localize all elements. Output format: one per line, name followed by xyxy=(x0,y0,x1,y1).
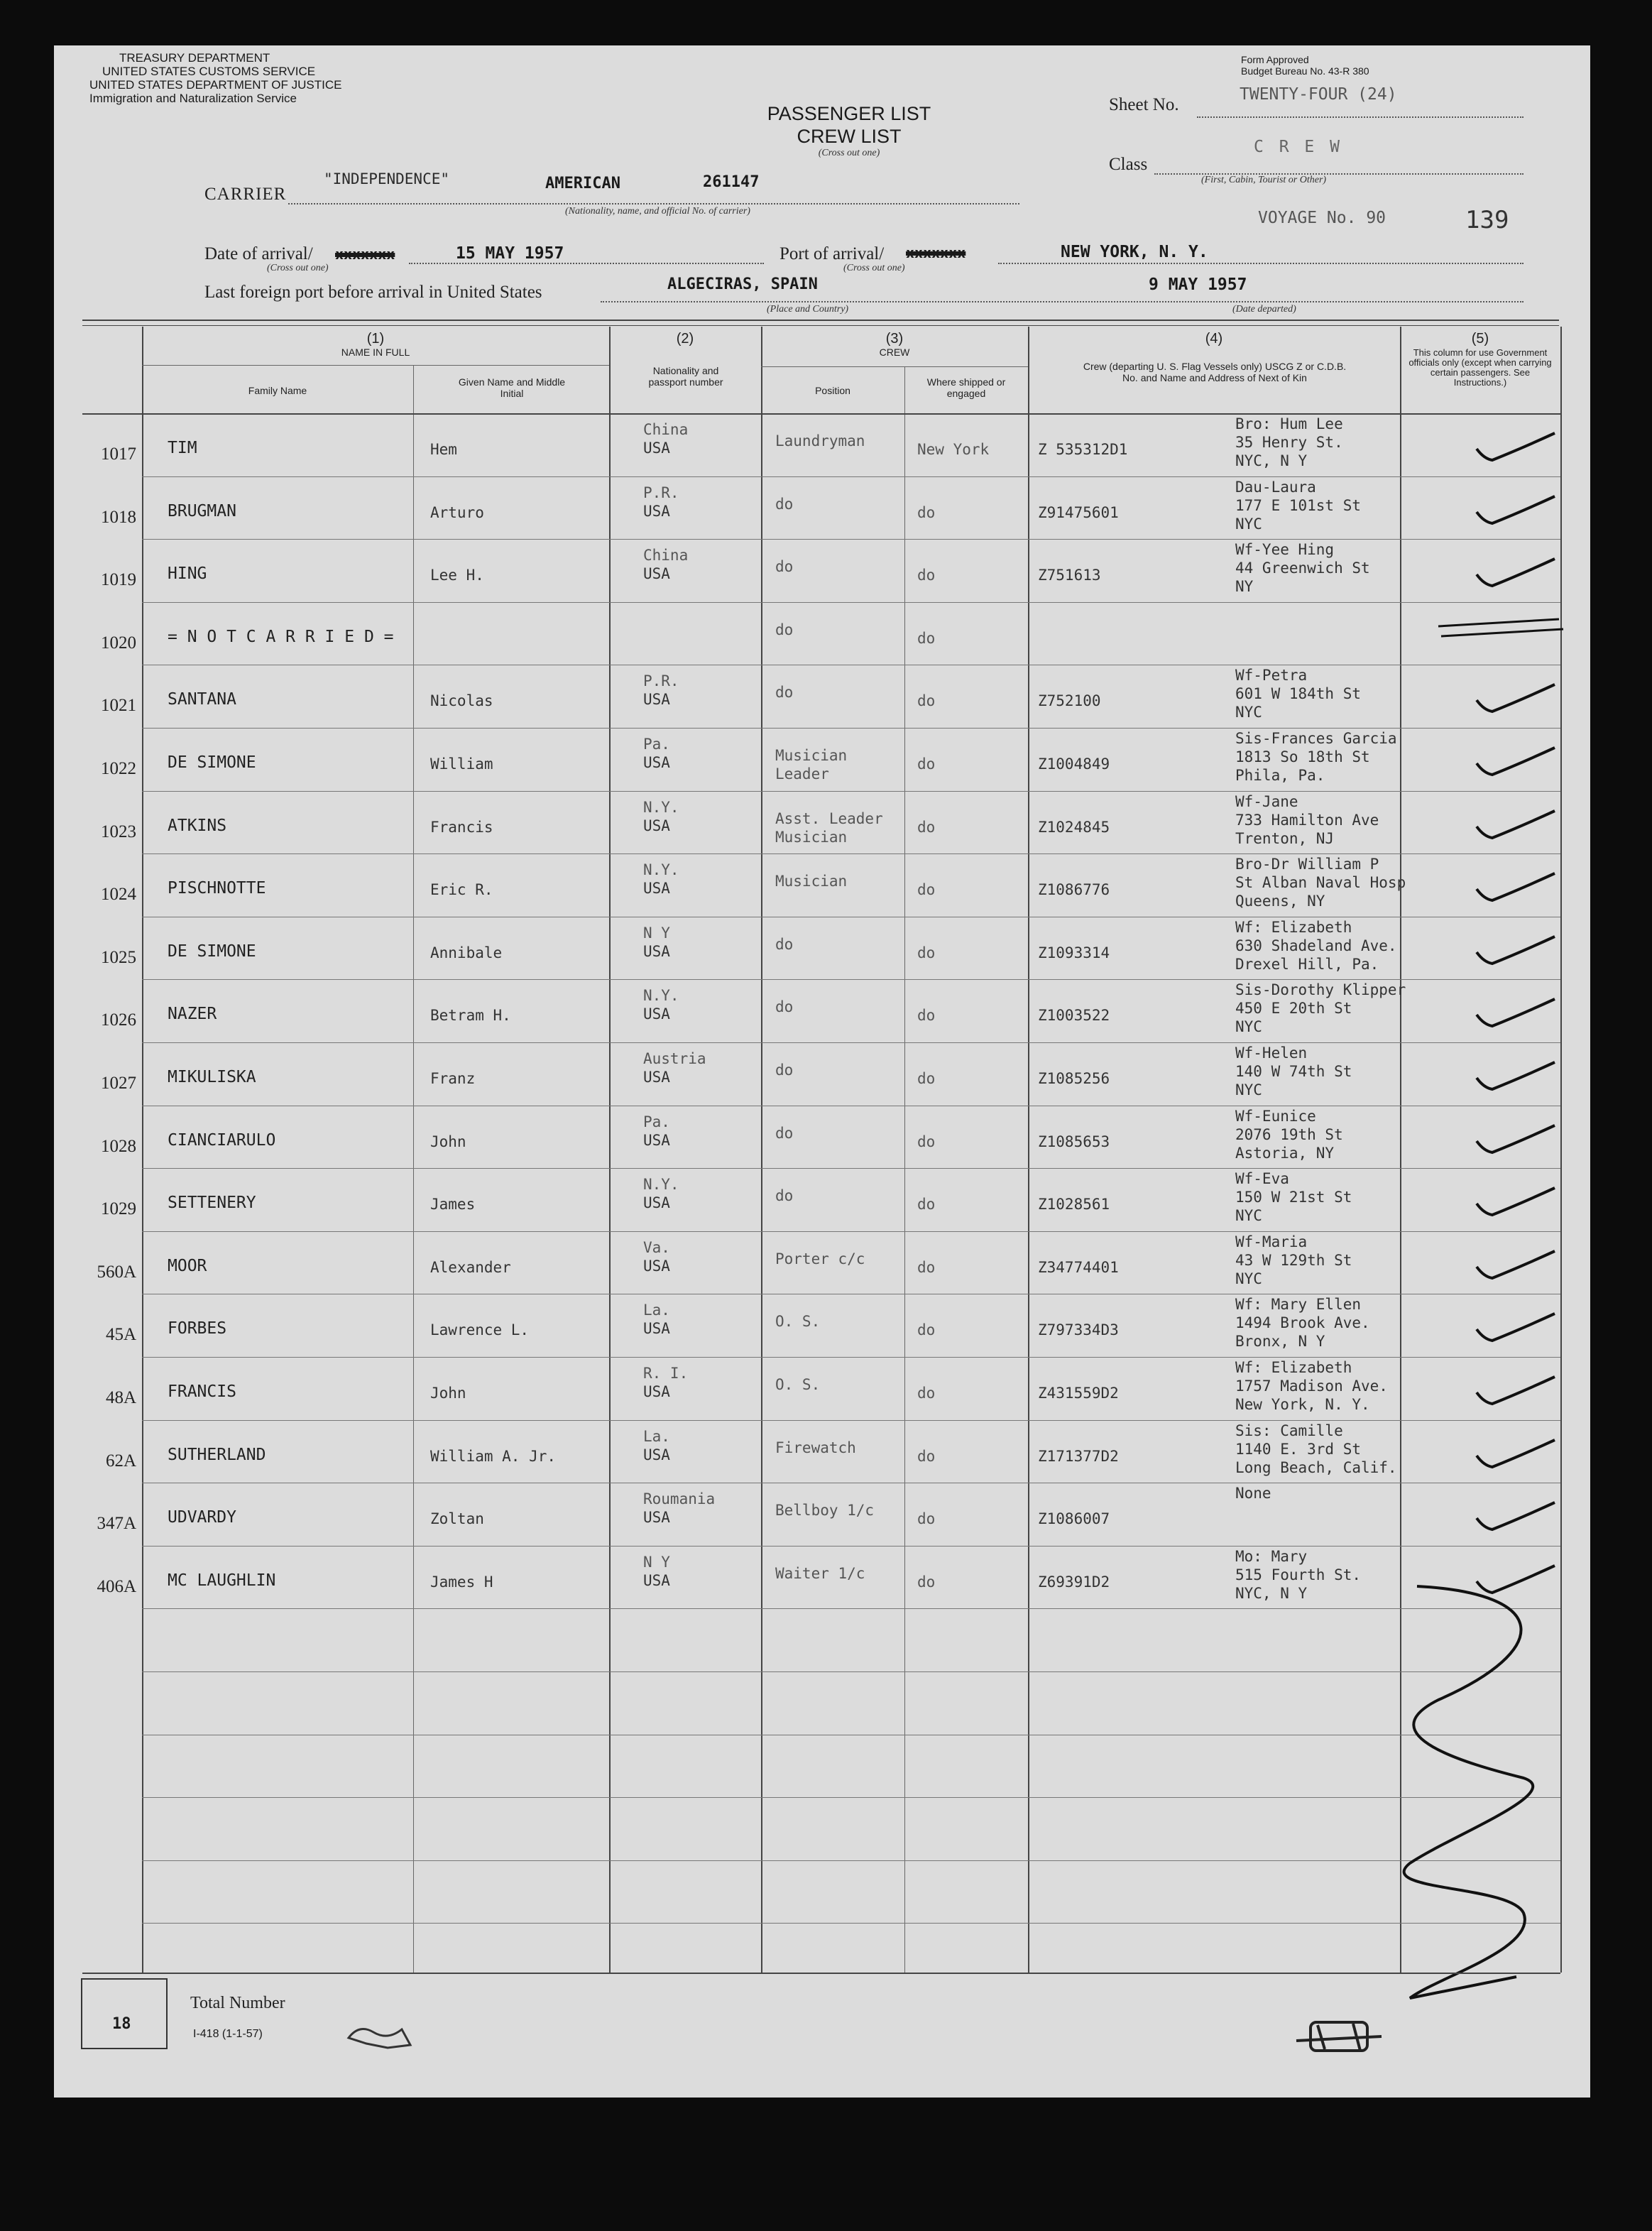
nationality-line: USA xyxy=(643,691,670,708)
check-mark-icon xyxy=(1471,931,1563,973)
check-mark-icon xyxy=(1471,553,1563,596)
nationality-line: Va. xyxy=(643,1239,670,1256)
next-of-kin-line: 601 W 184th St xyxy=(1235,685,1362,702)
next-of-kin-line: 44 Greenwich St xyxy=(1235,560,1370,577)
given-name: Franz xyxy=(430,1070,476,1087)
z-number: Z1085256 xyxy=(1038,1070,1110,1087)
nationality-line: USA xyxy=(643,1132,670,1149)
col-number: (5) xyxy=(1471,331,1489,347)
where-shipped: do xyxy=(917,630,936,647)
z-number: Z1086776 xyxy=(1038,881,1110,898)
form-approved xyxy=(1241,54,1369,77)
next-of-kin-line: NYC xyxy=(1235,1081,1262,1098)
nationality-line: Roumania xyxy=(643,1490,716,1507)
nationality-line: USA xyxy=(643,754,670,771)
nationality-line: N Y xyxy=(643,1554,670,1571)
class-value: C R E W xyxy=(1254,138,1342,156)
next-of-kin-line: Mo: Mary xyxy=(1235,1548,1308,1565)
position: do xyxy=(775,558,794,575)
nationality-line: China xyxy=(643,421,689,438)
family-name: DE SIMONE xyxy=(168,753,256,772)
where-shipped: do xyxy=(917,1196,936,1213)
next-of-kin-line: Drexel Hill, Pa. xyxy=(1235,956,1379,973)
nationality-line: USA xyxy=(643,1383,670,1400)
nationality-line: R. I. xyxy=(643,1365,689,1382)
given-name: Francis xyxy=(430,819,493,836)
check-mark-icon xyxy=(1471,491,1563,533)
total-label: Total Number xyxy=(190,1994,285,2012)
col-subtitle: CREW xyxy=(879,347,910,358)
next-of-kin-line: New York, N. Y. xyxy=(1235,1396,1370,1413)
next-of-kin-line: Queens, NY xyxy=(1235,893,1325,910)
position: O. S. xyxy=(775,1376,821,1393)
given-name: Lawrence L. xyxy=(430,1321,530,1338)
nationality-line: China xyxy=(643,547,689,564)
z-number: Z 535312D1 xyxy=(1038,441,1128,458)
z-number: Z752100 xyxy=(1038,692,1101,709)
nationality-line: USA xyxy=(643,1572,670,1589)
position: do xyxy=(775,936,794,953)
given-name-header: Given Name and Middle Initial xyxy=(458,376,566,399)
given-name: Nicolas xyxy=(430,692,493,709)
next-of-kin-line: 515 Fourth St. xyxy=(1235,1566,1362,1583)
nationality-line: USA xyxy=(643,817,670,834)
next-of-kin-line: 1757 Madison Ave. xyxy=(1235,1378,1388,1395)
where-shipped: do xyxy=(917,756,936,773)
row-number: 1017 xyxy=(101,444,136,464)
family-name: SUTHERLAND xyxy=(168,1446,266,1464)
port-arrival-struck: xxxxxxx xyxy=(906,244,966,261)
position-header: Position xyxy=(815,385,850,396)
col-number: (1) xyxy=(366,331,385,347)
next-of-kin-line: Sis: Camille xyxy=(1235,1422,1343,1439)
given-name: Hem xyxy=(430,441,457,458)
title-block xyxy=(714,102,984,159)
next-of-kin-line: Wf: Elizabeth xyxy=(1235,919,1352,936)
col3-header xyxy=(761,331,1028,358)
position: do xyxy=(775,1125,794,1142)
last-port-label: Last foreign port before arrival in United States xyxy=(204,283,542,302)
crew-info-header: Crew (departing U. S. Flag Vessels only) USCG Z or C.D.B. No. and Name and Address of Next of Kin xyxy=(1083,361,1347,383)
nationality-line: USA xyxy=(643,1069,670,1086)
z-number: Z1086007 xyxy=(1038,1510,1110,1527)
department-block xyxy=(82,51,341,105)
where-shipped: do xyxy=(917,819,936,836)
z-number: Z1024845 xyxy=(1038,819,1110,836)
family-name: MIKULISKA xyxy=(168,1068,256,1086)
next-of-kin-line: 140 W 74th St xyxy=(1235,1063,1352,1080)
given-name: Betram H. xyxy=(430,1007,511,1024)
not-carried-strike-marks xyxy=(1431,606,1573,649)
next-of-kin-line: None xyxy=(1235,1485,1271,1502)
row-number: 1025 xyxy=(101,948,136,967)
position: do xyxy=(775,621,794,638)
next-of-kin-line: Wf-Eunice xyxy=(1235,1108,1316,1125)
given-name: Zoltan xyxy=(430,1510,484,1527)
z-number: Z171377D2 xyxy=(1038,1448,1119,1465)
family-name: FRANCIS xyxy=(168,1382,236,1401)
row-number: 1024 xyxy=(101,885,136,904)
check-mark-icon xyxy=(1471,1182,1563,1225)
row-number: 1019 xyxy=(101,570,136,589)
given-name: Lee H. xyxy=(430,567,484,584)
z-number: Z1085653 xyxy=(1038,1133,1110,1150)
stamp-mark xyxy=(1289,2012,1389,2062)
where-shipped: do xyxy=(917,1448,936,1465)
form-approved-line: Form Approved xyxy=(1241,54,1309,65)
position: Waiter 1/c xyxy=(775,1565,865,1582)
nationality-line: USA xyxy=(643,943,670,960)
dept-line: TREASURY DEPARTMENT xyxy=(119,51,270,65)
family-name: MC LAUGHLIN xyxy=(168,1571,276,1590)
where-shipped: do xyxy=(917,944,936,961)
nationality-line: Austria xyxy=(643,1050,706,1067)
position: do xyxy=(775,998,794,1015)
position: do xyxy=(775,1062,794,1079)
row-number: 406A xyxy=(97,1577,136,1596)
class-hint: (First, Cabin, Tourist or Other) xyxy=(1201,175,1327,185)
next-of-kin-line: Astoria, NY xyxy=(1235,1145,1335,1162)
voyage-number: VOYAGE No. 90 xyxy=(1258,209,1386,227)
title-passenger: PASSENGER LIST xyxy=(767,103,931,124)
check-mark-icon xyxy=(1471,427,1563,470)
row-number: 1018 xyxy=(101,508,136,527)
z-number: Z69391D2 xyxy=(1038,1573,1110,1591)
next-of-kin-line: Bronx, N Y xyxy=(1235,1333,1325,1350)
next-of-kin-line: 177 E 101st St xyxy=(1235,497,1362,514)
next-of-kin-line: 1494 Brook Ave. xyxy=(1235,1314,1370,1331)
col2-header xyxy=(609,331,761,347)
nationality-line: N.Y. xyxy=(643,799,679,816)
next-of-kin-line: NYC, N Y xyxy=(1235,1585,1308,1602)
check-mark-icon xyxy=(1471,1120,1563,1162)
dept-line: Immigration and Naturalization Service xyxy=(89,92,297,105)
next-of-kin-line: Trenton, NJ xyxy=(1235,830,1335,847)
nationality-line: USA xyxy=(643,565,670,582)
check-mark-icon xyxy=(1471,868,1563,910)
col-number: (4) xyxy=(1205,331,1223,347)
date-departed-value: 9 MAY 1957 xyxy=(1149,276,1247,294)
nationality-line: Pa. xyxy=(643,736,670,753)
class-label: Class xyxy=(1109,155,1148,174)
col4-header xyxy=(1028,331,1400,347)
given-name: John xyxy=(430,1133,466,1150)
date-arrival-struck: xxxxxxx xyxy=(335,246,395,263)
position: O. S. xyxy=(775,1313,821,1330)
last-port-value: ALGECIRAS, SPAIN xyxy=(667,276,818,293)
family-name: BRUGMAN xyxy=(168,502,236,520)
row-number: 1021 xyxy=(101,696,136,715)
family-name-header: Family Name xyxy=(248,385,307,396)
family-name: HING xyxy=(168,564,207,583)
next-of-kin-line: Bro: Hum Lee xyxy=(1235,415,1343,432)
given-name: William A. Jr. xyxy=(430,1448,557,1465)
row-number: 1026 xyxy=(101,1010,136,1030)
next-of-kin-line: NY xyxy=(1235,578,1254,595)
position: Bellboy 1/c xyxy=(775,1502,875,1519)
next-of-kin-line: NYC xyxy=(1235,1207,1262,1224)
nationality-line: P.R. xyxy=(643,672,679,689)
family-name: DE SIMONE xyxy=(168,942,256,961)
row-number: 1020 xyxy=(101,633,136,653)
where-shipped: do xyxy=(917,1321,936,1338)
nationality-line: P.R. xyxy=(643,484,679,501)
where-shipped: do xyxy=(917,1385,936,1402)
carrier-number: 261147 xyxy=(703,173,760,191)
family-name: MOOR xyxy=(168,1257,207,1275)
next-of-kin-line: Wf-Eva xyxy=(1235,1170,1289,1187)
date-arrival-label: Date of arrival/ xyxy=(204,244,313,263)
family-name: PISCHNOTTE xyxy=(168,879,266,898)
nationality-header: Nationality and passport number xyxy=(648,365,723,388)
next-of-kin-line: St Alban Naval Hosp xyxy=(1235,874,1406,891)
where-shipped: do xyxy=(917,1133,936,1150)
next-of-kin-line: Bro-Dr William P xyxy=(1235,856,1379,873)
nationality-line: USA xyxy=(643,1446,670,1463)
row-number: 560A xyxy=(97,1262,136,1282)
port-arrival-label: Port of arrival/ xyxy=(779,244,885,263)
next-of-kin-line: Wf: Mary Ellen xyxy=(1235,1296,1362,1313)
family-name: TIM xyxy=(168,439,197,457)
nationality-line: USA xyxy=(643,503,670,520)
row-number: 347A xyxy=(97,1514,136,1533)
z-number: Z797334D3 xyxy=(1038,1321,1119,1338)
carrier-hint: (Nationality, name, and official No. of carrier) xyxy=(565,206,750,217)
col-subtitle: NAME IN FULL xyxy=(341,347,410,358)
row-number: 1022 xyxy=(101,759,136,778)
where-shipped: do xyxy=(917,1510,936,1527)
nationality-line: USA xyxy=(643,1509,670,1526)
position: Porter c/c xyxy=(775,1250,865,1267)
position: Laundryman xyxy=(775,432,865,449)
family-name: = N O T C A R R I E D = xyxy=(168,628,394,646)
z-number: Z751613 xyxy=(1038,567,1101,584)
next-of-kin-line: 2076 19th St xyxy=(1235,1126,1343,1143)
nationality-line: USA xyxy=(643,1320,670,1337)
next-of-kin-line: 1140 E. 3rd St xyxy=(1235,1441,1362,1458)
nationality-line: La. xyxy=(643,1428,670,1445)
col-number: (3) xyxy=(885,331,904,347)
next-of-kin-line: 630 Shadeland Ave. xyxy=(1235,937,1397,954)
check-mark-icon xyxy=(1471,679,1563,721)
next-of-kin-line: Sis-Dorothy Klipper xyxy=(1235,981,1406,998)
next-of-kin-line: Phila, Pa. xyxy=(1235,767,1325,784)
z-number: Z1004849 xyxy=(1038,756,1110,773)
family-name: CIANCIARULO xyxy=(168,1131,276,1150)
form-approved-line: Budget Bureau No. 43-R 380 xyxy=(1241,65,1369,77)
next-of-kin-line: Wf-Maria xyxy=(1235,1233,1308,1250)
next-of-kin-line: 150 W 21st St xyxy=(1235,1189,1352,1206)
date-departed-hint: (Date departed) xyxy=(1232,304,1296,315)
next-of-kin-line: 43 W 129th St xyxy=(1235,1252,1352,1269)
row-number: 62A xyxy=(105,1451,136,1471)
gov-use-header: This column for use Government officials only (except when carrying certain passengers. See Instructions.) xyxy=(1408,347,1552,388)
z-number: Z91475601 xyxy=(1038,504,1119,521)
row-number: 45A xyxy=(105,1325,136,1344)
given-name: Annibale xyxy=(430,944,503,961)
next-of-kin-line: 35 Henry St. xyxy=(1235,434,1343,451)
position: Musician xyxy=(775,873,848,890)
z-number: Z1093314 xyxy=(1038,944,1110,961)
check-mark-icon xyxy=(1471,1497,1563,1539)
nationality-line: USA xyxy=(643,440,670,457)
given-name: Eric R. xyxy=(430,881,493,898)
nationality-line: USA xyxy=(643,880,670,897)
position: Firewatch xyxy=(775,1439,856,1456)
given-name: William xyxy=(430,756,493,773)
check-mark-icon xyxy=(1471,1371,1563,1414)
carrier-name: "INDEPENDENCE" xyxy=(324,170,450,187)
check-mark-icon xyxy=(1471,805,1563,848)
position: do xyxy=(775,496,794,513)
nationality-line: N.Y. xyxy=(643,987,679,1004)
z-number: Z34774401 xyxy=(1038,1259,1119,1276)
where-shipped-header: Where shipped or engaged xyxy=(926,376,1006,399)
next-of-kin-line: Wf-Jane xyxy=(1235,793,1298,810)
check-mark-icon xyxy=(1471,993,1563,1036)
nationality-line: N.Y. xyxy=(643,1176,679,1193)
position: Asst. Leader Musician xyxy=(775,810,883,846)
where-shipped: do xyxy=(917,567,936,584)
dept-line: UNITED STATES CUSTOMS SERVICE xyxy=(102,65,316,78)
check-mark-icon xyxy=(1471,1057,1563,1099)
given-name: John xyxy=(430,1385,466,1402)
family-name: ATKINS xyxy=(168,817,227,835)
manifest-sheet xyxy=(54,45,1590,2098)
given-name: James xyxy=(430,1196,476,1213)
given-name: Arturo xyxy=(430,504,484,521)
form-id: I-418 (1-1-57) xyxy=(193,2028,263,2040)
row-number: 48A xyxy=(105,1388,136,1407)
stamp-mark xyxy=(345,2017,416,2052)
next-of-kin-line: NYC xyxy=(1235,704,1262,721)
position: do xyxy=(775,1187,794,1204)
col-number: (2) xyxy=(676,331,694,347)
position: do xyxy=(775,684,794,701)
next-of-kin-line: NYC xyxy=(1235,1270,1262,1287)
row-number: 1029 xyxy=(101,1199,136,1218)
date-arrival-value: 15 MAY 1957 xyxy=(456,244,564,263)
nationality-line: USA xyxy=(643,1005,670,1022)
check-mark-icon xyxy=(1471,1245,1563,1288)
where-shipped: do xyxy=(917,1259,936,1276)
carrier-nationality: AMERICAN xyxy=(545,175,620,192)
next-of-kin-line: Wf-Yee Hing xyxy=(1235,541,1335,558)
next-of-kin-line: NYC xyxy=(1235,1018,1262,1035)
nationality-line: Pa. xyxy=(643,1113,670,1130)
last-port-hint: (Place and Country) xyxy=(767,304,849,315)
family-name: SANTANA xyxy=(168,690,236,709)
check-mark-icon xyxy=(1471,1308,1563,1351)
title-crew: CREW LIST xyxy=(797,126,902,147)
next-of-kin-line: Wf-Petra xyxy=(1235,667,1308,684)
next-of-kin-line: Dau-Laura xyxy=(1235,479,1316,496)
where-shipped: New York xyxy=(917,441,990,458)
port-arrival-value: NEW YORK, N. Y. xyxy=(1061,243,1208,261)
nationality-line: USA xyxy=(643,1194,670,1211)
check-mark-icon xyxy=(1471,742,1563,785)
where-shipped: do xyxy=(917,692,936,709)
sheet-value: TWENTY-FOUR (24) xyxy=(1240,85,1397,104)
col5-header xyxy=(1400,331,1560,347)
nationality-line: La. xyxy=(643,1302,670,1319)
next-of-kin-line: Long Beach, Calif. xyxy=(1235,1459,1397,1476)
where-shipped: do xyxy=(917,1007,936,1024)
cross-out-hint-date: (Cross out one) xyxy=(267,263,329,273)
family-name: FORBES xyxy=(168,1319,227,1338)
z-number: Z1003522 xyxy=(1038,1007,1110,1024)
family-name: NAZER xyxy=(168,1005,217,1023)
page-number: 139 xyxy=(1465,206,1509,234)
position: Musician Leader xyxy=(775,747,848,782)
row-number: 1023 xyxy=(101,822,136,841)
end-of-list-squiggle xyxy=(1382,1579,1580,2019)
carrier-label: CARRIER xyxy=(204,185,287,204)
next-of-kin-line: 733 Hamilton Ave xyxy=(1235,812,1379,829)
given-name: James H xyxy=(430,1573,493,1591)
sheet-label: Sheet No. xyxy=(1109,95,1179,114)
total-count: 18 xyxy=(112,2015,131,2033)
col1-header xyxy=(142,331,609,358)
check-mark-icon xyxy=(1471,1434,1563,1477)
row-number: 1028 xyxy=(101,1137,136,1156)
next-of-kin-line: Wf: Elizabeth xyxy=(1235,1359,1352,1376)
where-shipped: do xyxy=(917,881,936,898)
where-shipped: do xyxy=(917,504,936,521)
nationality-line: USA xyxy=(643,1258,670,1275)
cross-out-hint: (Cross out one) xyxy=(818,148,880,158)
family-name: SETTENERY xyxy=(168,1194,256,1212)
nationality-line: N Y xyxy=(643,924,670,942)
next-of-kin-line: Wf-Helen xyxy=(1235,1044,1308,1062)
z-number: Z431559D2 xyxy=(1038,1385,1119,1402)
next-of-kin-line: NYC, N Y xyxy=(1235,452,1308,469)
where-shipped: do xyxy=(917,1573,936,1591)
z-number: Z1028561 xyxy=(1038,1196,1110,1213)
next-of-kin-line: 1813 So 18th St xyxy=(1235,748,1370,765)
cross-out-hint-port: (Cross out one) xyxy=(843,263,905,273)
next-of-kin-line: 450 E 20th St xyxy=(1235,1000,1352,1017)
total-box xyxy=(81,1978,168,2049)
family-name: UDVARDY xyxy=(168,1508,236,1527)
next-of-kin-line: Sis-Frances Garcia xyxy=(1235,730,1397,747)
row-number: 1027 xyxy=(101,1074,136,1093)
dept-line: UNITED STATES DEPARTMENT OF JUSTICE xyxy=(89,78,342,92)
where-shipped: do xyxy=(917,1070,936,1087)
next-of-kin-line: NYC xyxy=(1235,516,1262,533)
given-name: Alexander xyxy=(430,1259,511,1276)
nationality-line: N.Y. xyxy=(643,861,679,878)
